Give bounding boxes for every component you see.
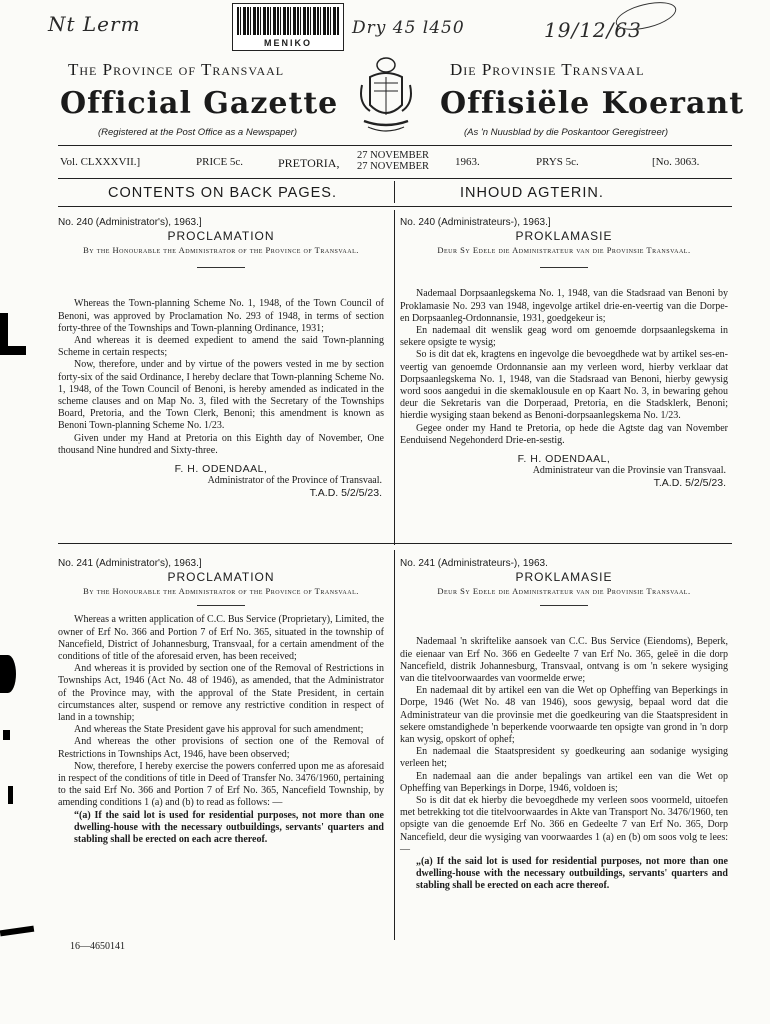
gazette-title-en: Official Gazette	[60, 86, 339, 121]
paragraph: And whereas it is deemed expedient to amend the said Town-planning Scheme in certain respects;	[58, 335, 384, 359]
proclamation-241-en	[58, 558, 384, 846]
registered-note-en: (Registered at the Post Office as a Newspaper)	[98, 127, 298, 138]
coat-of-arms-emblem	[358, 55, 414, 137]
proclamation-number: No. 241 (Administrator's), 1963.]	[58, 558, 202, 569]
paragraph: So is dit dat ek hierby die bevoegdhede my verleen soos voormeld, uitoefen met betrekking tot die titelvoorwaardes in Akte van Transport No. 3476/1960, ten opsigte van die genoemde Erf No. 366 en Gedeelte 7 van Erf No. 365, Dorp Nancefield, deur die wysiging van voorwaardes 1 (a) en (b) om soos volg te lees: —	[400, 795, 728, 855]
paragraph: Gegee onder my Hand te Pretoria, op hede die Agtste dag van November Eenduisend Negehonderd Drie-en-sestig.	[400, 422, 728, 446]
proclamation-byline: By the Honourable the Administrator of the Province of Transvaal.	[83, 586, 359, 597]
paragraph: So is dit dat ek, kragtens en ingevolge die bevoegdhede wat by artikel ses-en-veertig van genoemde Ordonnansie aan my verleen word, hierby verklaar dat Dorpsaanlegskema No. 1, 1948, van die Stadsraad van Benoni, hierby gewysig word soos aangedui in die skemaklousule en op Kaart No. 3, in bewaring gehou deur die Sekretaris van die Dorperaad, Pretoria, en die Stadsklerk, Benoni; hierdie wysiging staan bekend as Benoni-dorpsaanlegskema No. 1/23.	[400, 349, 728, 422]
barcode-label	[232, 3, 344, 51]
issue-number: [No. 3063.	[652, 156, 700, 168]
proclamation-title: PROCLAMATION	[167, 229, 275, 244]
reference-number: T.A.D. 5/2/5/23.	[653, 477, 726, 490]
scan-mark	[0, 655, 16, 693]
paragraph: Nademaal Dorpsaanlegskema No. 1, 1948, van die Stadsraad van Benoni by Proklamasie No. 293 van 1948, ingevolge artikel drie-en-veertig van die Dorpe- en Dorpsaanleg-Ordonnansie, 1931, goedgekeur is;	[400, 288, 728, 324]
proclamation-byline: Deur Sy Edele die Administrateur van die Provinsie Transvaal.	[437, 245, 691, 256]
paragraph: Now, therefore, under and by virtue of the powers vested in me by section forty-six of the said Ordinance, I hereby declare that Town-planning Scheme No. 1, 1948, of the Town Council of Benoni, is hereby amended as indicated in the scheme clauses and on Map No. 3, filed with the Secretary of the Townships Board, Pretoria, and the Town Clerk, Benoni; this amendment is known as Benoni Town-planning Scheme No. 1/23.	[58, 359, 384, 432]
proclamation-240-af	[400, 217, 728, 490]
issue-date-af: 27 NOVEMBER	[357, 161, 430, 172]
signature-title: Administrator of the Province of Transvaal.	[207, 475, 382, 487]
place-pretoria: PRETORIA,	[278, 156, 340, 170]
proclamation-byline: Deur Sy Edele die Administrateur van die Provinsie Transvaal.	[437, 586, 691, 597]
paragraph: And whereas it is provided by section one of the Removal of Restrictions in Townships Act, 1946 (Act No. 48 of 1946), as amended, that the Administrator of the Province may, with the approval of the State President, in certain circumstances alter, suspend or remove any restrictive condition in respect of land in a township;	[58, 663, 384, 724]
proclamation-number: No. 240 (Administrator's), 1963.]	[58, 217, 202, 228]
scan-mark	[8, 786, 13, 804]
paragraph: Nademaal 'n skriftelike aansoek van C.C. Bus Service (Eiendoms), Beperk, die eienaar van Erf No. 366 en Gedeelte 7 van Erf No. 365, geleë in die dorp Nancefield, distrik Johannesburg, Transvaal, ontvang is om 'n sekere wysiging van die titelvoorwaardes van voormelde erwe;	[400, 636, 728, 685]
signature-name: F. H. ODENDAAL,	[174, 463, 268, 476]
barcode-text: MENIKO	[264, 38, 312, 48]
signature-title: Administrateur van die Provinsie van Transvaal.	[532, 465, 726, 477]
signature-name: F. H. ODENDAAL,	[517, 453, 611, 466]
registered-note-af: (As 'n Nuusblad by die Poskantoor Geregistreer)	[464, 127, 669, 138]
contents-heading-en: CONTENTS ON BACK PAGES.	[108, 185, 337, 201]
proclamation-title: PROKLAMASIE	[515, 229, 613, 244]
paragraph: And whereas the other provisions of section one of the Removal of Restrictions in Townships Act, 1946, have been observed;	[58, 736, 384, 760]
issue-date-block	[357, 150, 429, 172]
condition-text: „(a) If the said lot is used for residential purposes, not more than one dwelling-house with the necessary outbuildings, servants' quarters and stabling shall be erected on each acre thereof.	[416, 856, 728, 892]
handwritten-note-middle: Dry 45 l450	[352, 18, 465, 38]
proclamation-title: PROKLAMASIE	[515, 570, 613, 585]
paragraph: En nademaal dit wenslik geag word om genoemde dorpsaanlegskema in sekere opsigte te wysig;	[400, 325, 728, 349]
issue-date-en: 27 NOVEMBER	[357, 150, 430, 161]
province-title-af: Die Provinsie Transvaal	[450, 60, 645, 79]
paragraph: Whereas a written application of C.C. Bus Service (Proprietary), Limited, the owner of Erf No. 366 and Portion 7 of Erf No. 365, situated in the township of Nancefield, District of Johannesburg, Transvaal, for a certain amendment of the conditions of title of the aforesaid erven, has been received;	[58, 614, 384, 663]
paragraph: Given under my Hand at Pretoria on this Eighth day of November, One thousand Nine hundred and Sixty-three.	[58, 432, 384, 456]
proclamation-byline: By the Honourable the Administrator of the Province of Transvaal.	[83, 245, 359, 256]
price-en: PRICE 5c.	[196, 156, 244, 168]
scan-mark	[0, 346, 26, 355]
paragraph: En nademaal die Staatspresident sy goedkeuring aan sodanige wysiging verleen het;	[400, 746, 728, 770]
paragraph: En nademaal dit by artikel een van die Wet op Opheffing van Beperkings in Dorpe, 1946 (Wet No. 48 van 1946), soos gewysig, bepaal word dat die Administrateur van die provinsie met die goedkeuring van die Staatspresident in sekere omstandighede 'n beperkende voorwaarde ten opsigte van grond in 'n dorp kan wysig, opskort of ophef;	[400, 685, 728, 746]
volume-number: Vol. CLXXXVII.]	[60, 156, 141, 168]
handwritten-note-left: Nt Lerm	[48, 12, 141, 36]
scan-mark	[3, 730, 10, 740]
print-code: 16—4650141	[70, 941, 125, 952]
proclamation-number: No. 241 (Administrateurs-), 1963.	[400, 558, 548, 569]
proclamation-title: PROCLAMATION	[167, 570, 275, 585]
contents-heading-af: INHOUD AGTERIN.	[460, 185, 604, 201]
proclamation-241-af	[400, 558, 728, 893]
paragraph: En nademaal aan die ander bepalings van artikel een van die Wet op Opheffing van Beperkings in Dorpe, 1946, voldoen is;	[400, 770, 728, 794]
proclamation-number: No. 240 (Administrateurs-), 1963.]	[400, 217, 551, 228]
price-af: PRYS 5c.	[536, 156, 579, 168]
paragraph: Whereas the Town-planning Scheme No. 1, 1948, of the Town Council of Benoni, was approved by Proclamation No. 293 of 1948, in terms of section forty-three of the Townships and Town-planning Ordinance, 1931;	[58, 298, 384, 334]
paragraph: Now, therefore, I hereby exercise the powers conferred upon me as aforesaid in respect of the conditions of title in Deed of Transfer No. 3476/1960, pertaining to the said Erf No. 366 and Portion 7 of Erf No. 365, Nancefield Township, by amending conditions 1 (a) and (b) to read as follows: —	[58, 760, 384, 809]
condition-text: “(a) If the said lot is used for residential purposes, not more than one dwelling-house with the necessary outbuildings, servants' quarters and stabling shall be erected on each acre thereof.	[74, 809, 384, 846]
province-title-en: The Province of Transvaal	[68, 60, 285, 79]
proclamation-240-en	[58, 217, 384, 500]
scan-mark	[0, 926, 34, 937]
reference-number: T.A.D. 5/2/5/23.	[309, 487, 382, 500]
gazette-title-af: Offisiële Koerant	[440, 86, 745, 121]
handwritten-date: 19/12/63	[544, 18, 642, 42]
issue-year: 1963.	[455, 156, 480, 168]
paragraph: And whereas the State President gave his approval for such amendment;	[74, 724, 364, 736]
